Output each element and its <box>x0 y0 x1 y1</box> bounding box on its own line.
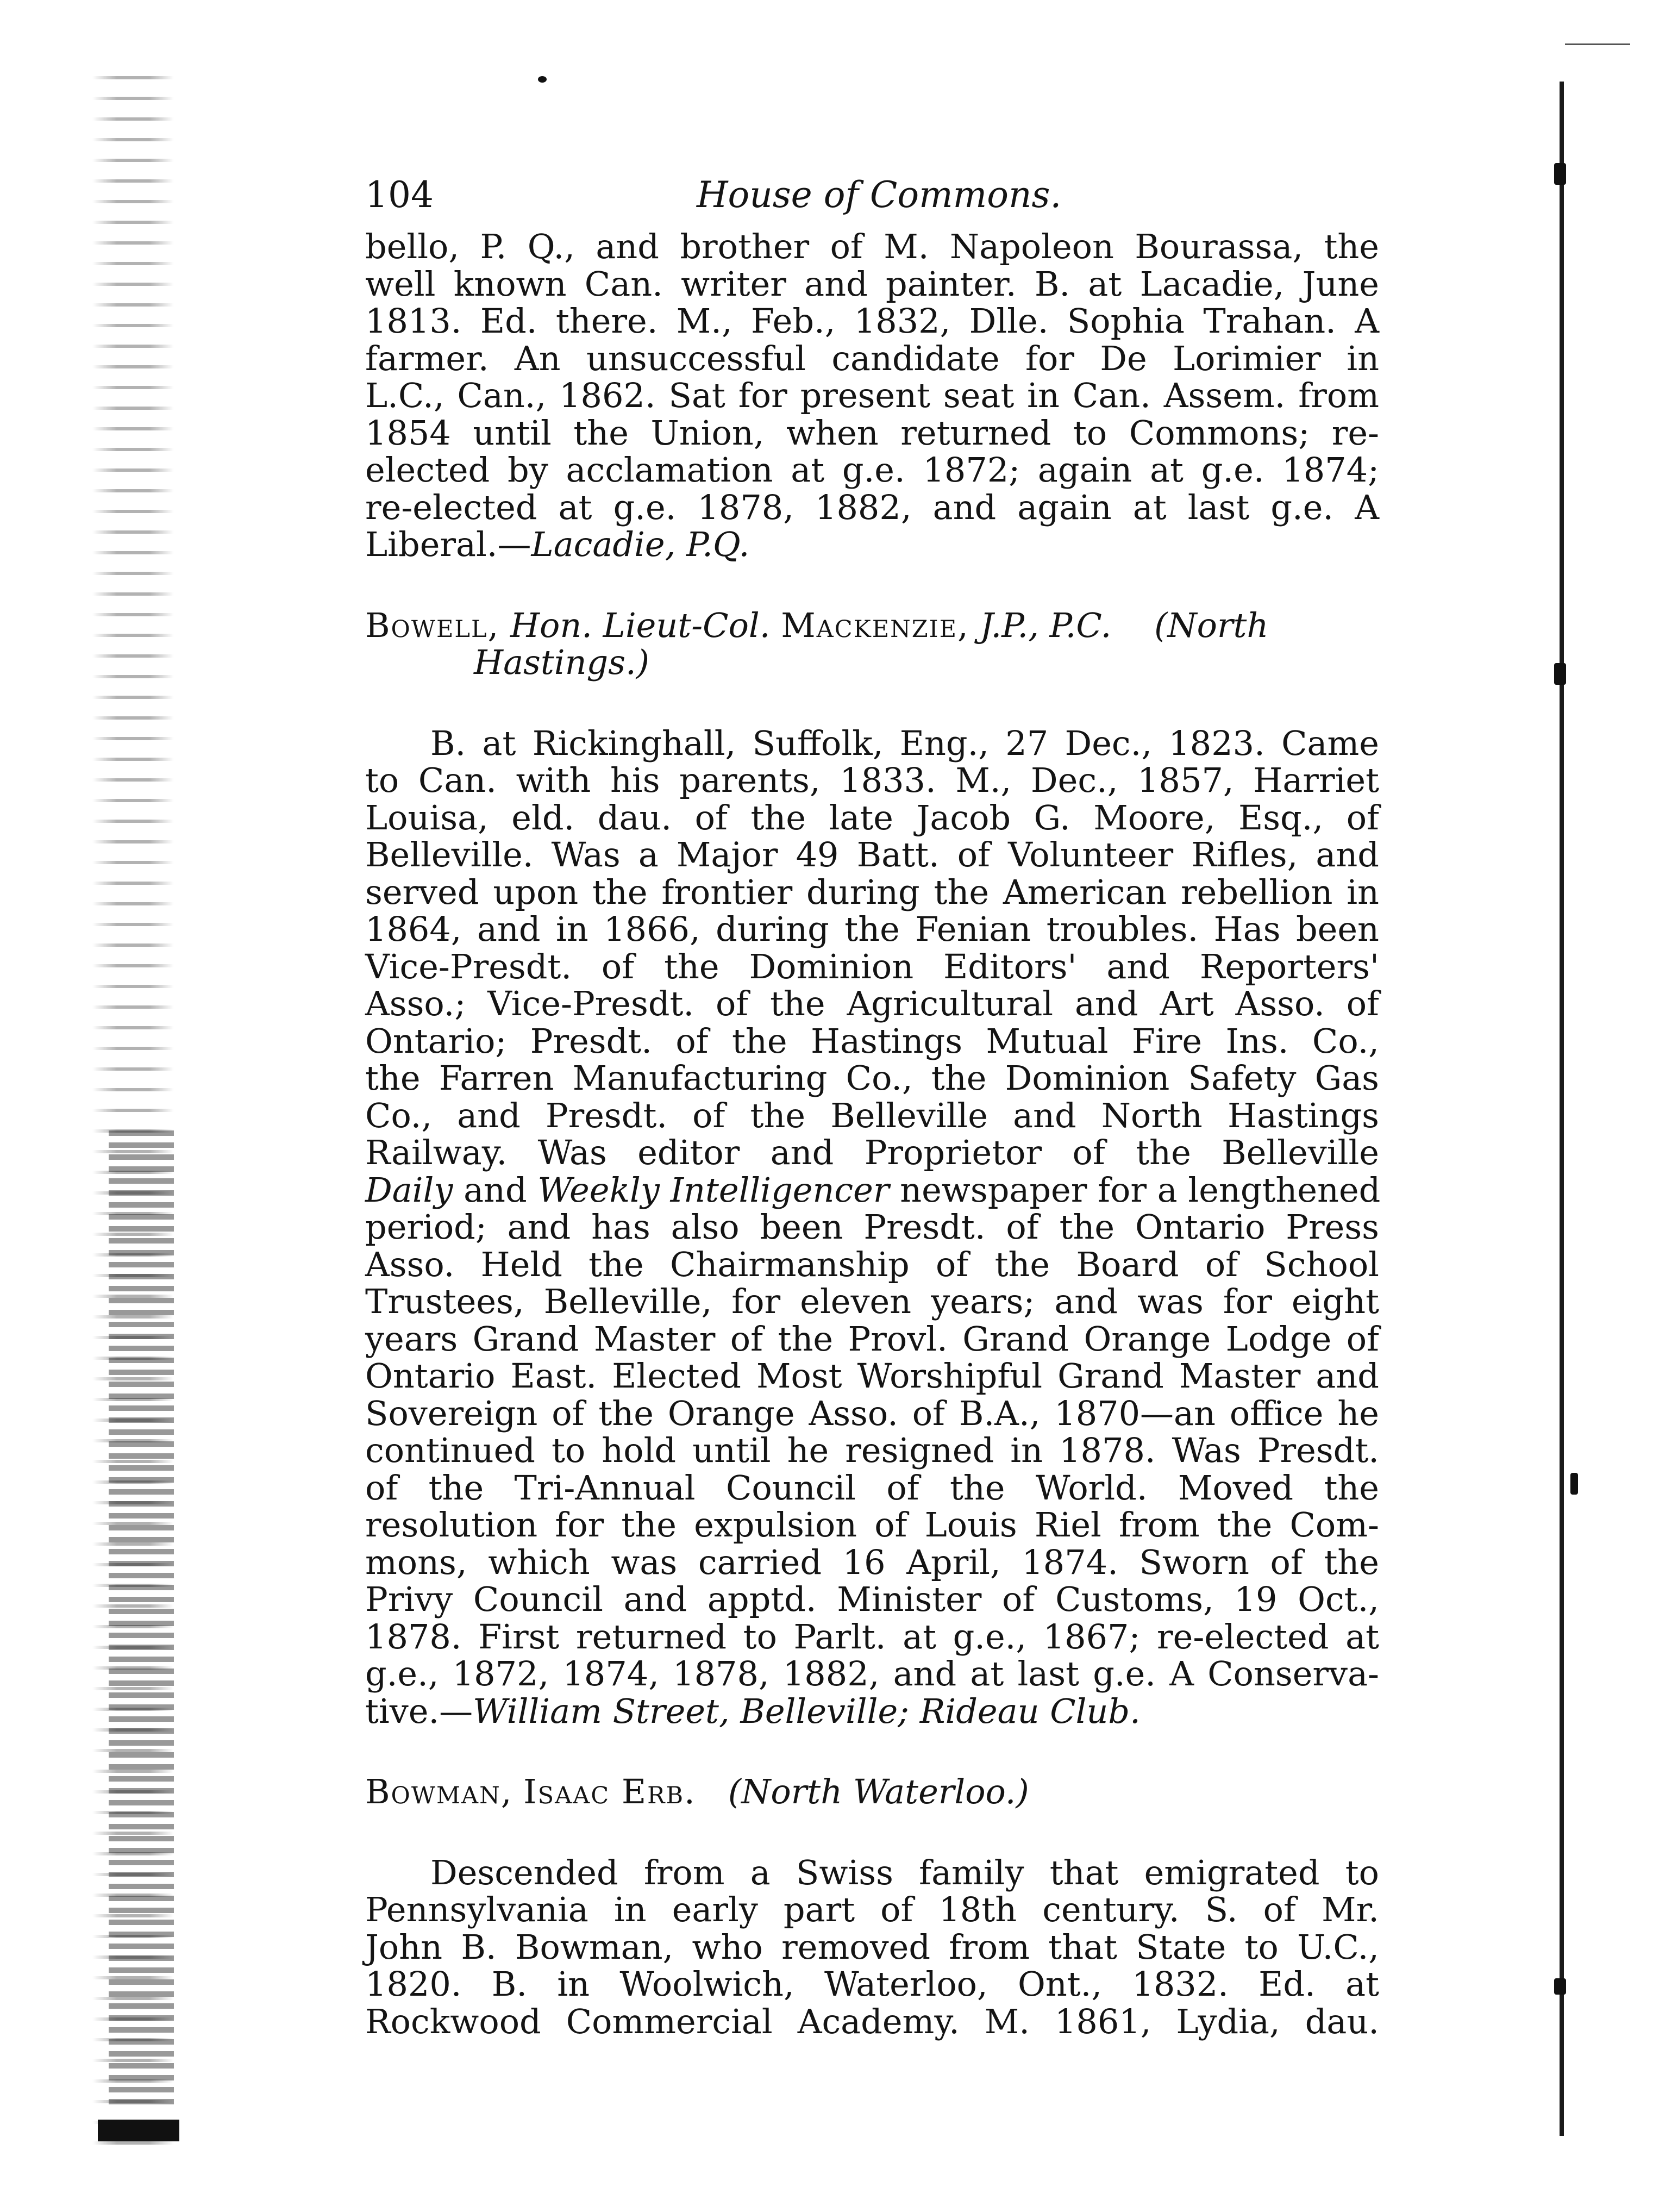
text-line: Ontario East. Elected Most Worshipful Grand Master and <box>365 1356 1379 1396</box>
page-number: 104 <box>365 174 434 216</box>
scan-gutter-block <box>98 2120 179 2141</box>
address: William Street, Belleville; Rideau Club. <box>473 1691 1141 1731</box>
text-line: the Farren Manufacturing Co., the Dominion Safety Gas <box>365 1058 1379 1098</box>
text-line: re-elected at g.e. 1878, 1882, and again at last g.e. A <box>365 487 1379 527</box>
text-line: Privy Council and apptd. Minister of Customs, 19 Oct., <box>365 1579 1379 1619</box>
text-line: Asso. Held the Chairmanship of the Board of School <box>365 1244 1379 1284</box>
entry-heading-bowell <box>365 607 1379 682</box>
continuation-paragraph <box>365 228 1379 564</box>
text-line: farmer. An unsuccessful candidate for De Lorimier in <box>365 338 1379 378</box>
ink-speck <box>1554 663 1566 685</box>
text-line: Vice-Presdt. of the Dominion Editors' and Reporters' <box>365 946 1379 986</box>
text-line: years Grand Master of the Provl. Grand Orange Lodge of <box>365 1319 1379 1359</box>
entry-honours: J.P., P.C. <box>980 605 1112 645</box>
text-line: Rockwood Commercial Academy. M. 1861, Lydia, dau. <box>365 2001 1379 2041</box>
text-line: to Can. with his parents, 1833. M., Dec., 1857, Harriet <box>365 760 1379 800</box>
text-line: continued to hold until he resigned in 1878. Was Presdt. <box>365 1430 1379 1470</box>
ink-speck <box>538 76 547 83</box>
text-line: Railway. Was editor and Proprietor of the Belleville <box>365 1133 1379 1172</box>
entry-surname: Bowman, <box>365 1772 513 1811</box>
closing-text: Liberal.— <box>365 524 531 564</box>
entry-given-name: Isaac Erb. <box>523 1772 696 1811</box>
text-line: Descended from a Swiss family that emigrated to <box>430 1852 1379 1892</box>
running-head <box>365 163 1379 228</box>
text-line: 1854 until the Union, when returned to Commons; re- <box>365 413 1379 453</box>
text-line: g.e., 1872, 1874, 1878, 1882, and at last g.e. A Conserva- <box>365 1654 1379 1694</box>
text-line: Louisa, eld. dau. of the late Jacob G. Moore, Esq., of <box>365 797 1379 838</box>
conjunction: and <box>464 1170 527 1210</box>
entry-riding-cont: Hastings.) <box>474 642 649 682</box>
page-edge-shadow <box>1560 82 1574 2136</box>
text-line: of the Tri-Annual Council of the World. Moved the <box>365 1467 1379 1508</box>
text-line: well known Can. writer and painter. B. at Lacadie, June <box>365 264 1379 304</box>
text-line: Co., and Presdt. of the Belleville and North Hastings <box>365 1095 1379 1135</box>
book-page <box>365 163 1379 2040</box>
text-line <box>365 526 1379 564</box>
text-line: resolution for the expulsion of Louis Riel from the Com- <box>365 1505 1379 1545</box>
page-edge-line <box>1565 43 1630 45</box>
text-line: Belleville. Was a Major 49 Batt. of Volunteer Rifles, and <box>365 835 1379 874</box>
text-line: Asso.; Vice-Presdt. of the Agricultural and Art Asso. of <box>365 984 1379 1023</box>
entry-riding: (North <box>1154 605 1269 645</box>
ink-speck <box>1570 1473 1578 1495</box>
line-rest: newspaper for a lengthened <box>900 1170 1381 1210</box>
text-line: Pennsylvania in early part of 18th century. S. of Mr. <box>365 1890 1379 1929</box>
ink-speck <box>1554 163 1566 185</box>
text-line: mons, which was carried 16 April, 1874. Sworn of the <box>365 1542 1379 1582</box>
text-line <box>365 1693 1379 1730</box>
ink-speck <box>1554 1978 1566 1995</box>
scan-gutter-noise-dense <box>109 1130 174 2109</box>
text-line: 1813. Ed. there. M., Feb., 1832, Dlle. Sophia Trahan. A <box>365 301 1379 341</box>
text-line: L.C., Can., 1862. Sat for present seat in Can. Assem. from <box>365 376 1379 415</box>
running-title: House of Commons. <box>697 174 1062 216</box>
closing-text: tive.— <box>365 1691 473 1731</box>
text-line: 1878. First returned to Parlt. at g.e., 1867; re-elected at <box>365 1616 1379 1657</box>
text-line: 1864, and in 1866, during the Fenian troubles. Has been <box>365 909 1379 949</box>
text-line: served upon the frontier during the American rebellion in <box>365 872 1379 912</box>
text-line: John B. Bowman, who removed from that State to U.C., <box>365 1927 1379 1967</box>
entry-surname: Bowell, <box>365 605 500 645</box>
text-line: bello, P. Q., and brother of M. Napoleon Bourassa, the <box>365 227 1379 266</box>
address: Lacadie, P.Q. <box>531 524 750 564</box>
text-line: 1820. B. in Woolwich, Waterloo, Ont., 1832. Ed. at <box>365 1964 1379 2004</box>
text-line: elected by acclamation at g.e. 1872; again at g.e. 1874; <box>365 450 1379 490</box>
text-line: Trustees, Belleville, for eleven years; and was for eight <box>365 1282 1379 1321</box>
text-line: B. at Rickinghall, Suffolk, Eng., 27 Dec., 1823. Came <box>430 723 1379 763</box>
newspaper-name: Weekly Intelligencer <box>537 1170 890 1210</box>
entry-given-name: Mackenzie, <box>781 605 969 645</box>
entry-heading-bowman <box>365 1773 1379 1811</box>
entry-body-bowell <box>365 725 1379 1730</box>
newspaper-name: Daily <box>365 1170 453 1210</box>
entry-body-bowman <box>365 1854 1379 2041</box>
entry-title: Hon. Lieut-Col. <box>510 605 771 645</box>
text-line: Ontario; Presdt. of the Hastings Mutual Fire Ins. Co., <box>365 1021 1379 1061</box>
text-line: period; and has also been Presdt. of the Ontario Press <box>365 1207 1379 1247</box>
entry-riding: (North Waterloo.) <box>728 1772 1029 1811</box>
text-line: Sovereign of the Orange Asso. of B.A., 1870—an office he <box>365 1393 1379 1433</box>
text-line <box>365 1172 1379 1209</box>
